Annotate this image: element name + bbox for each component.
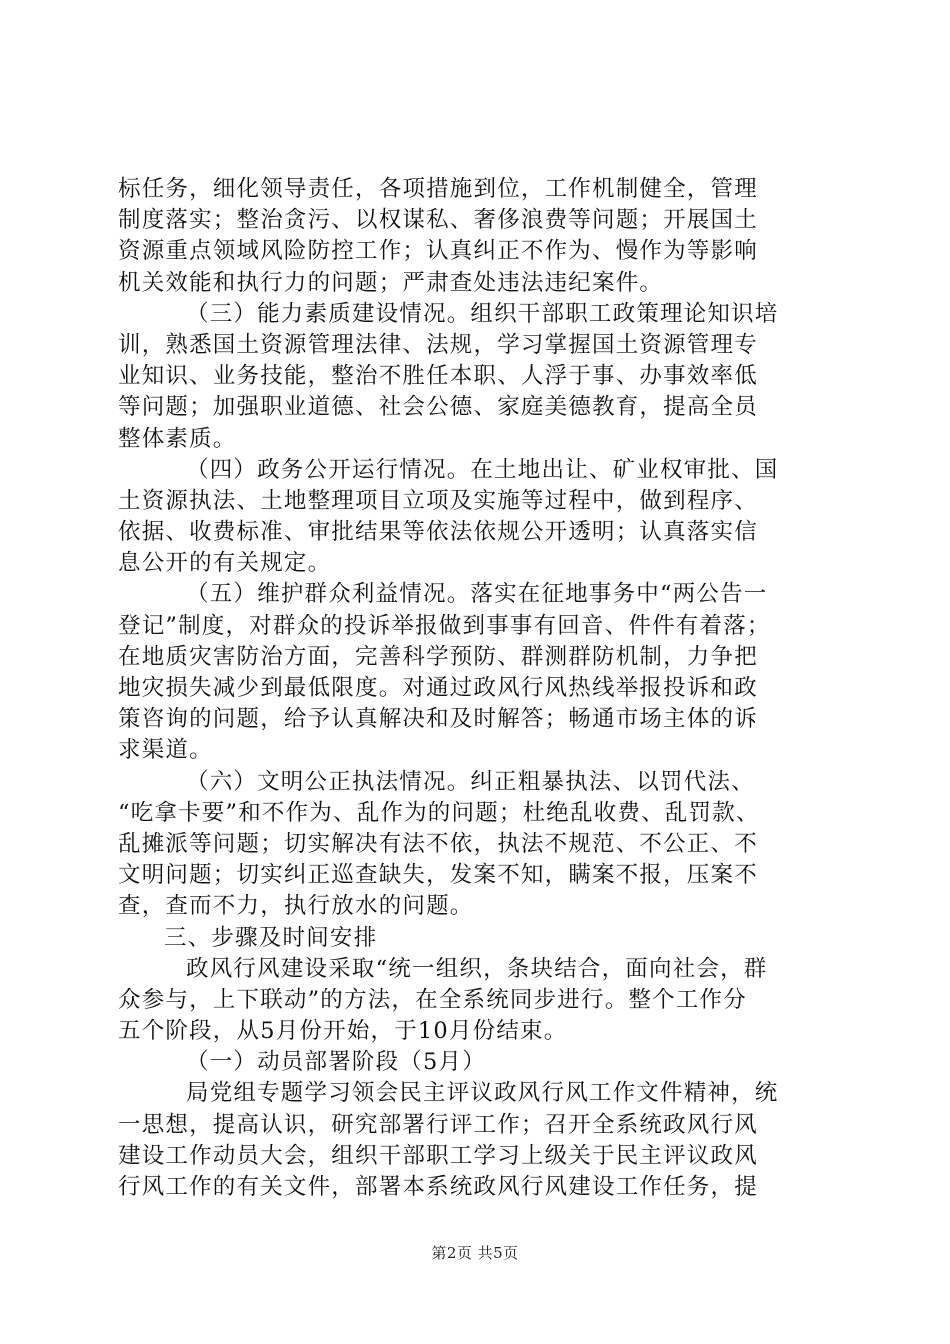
text-line: 土资源执法、土地整理项目立项及实施等过程中，做到程序、 [118,487,758,514]
text-line: （三）能力素质建设情况。组织干部职工政策理论知识培 [186,300,779,327]
document-body [118,174,838,1203]
text-line: 依据、收费标准、审批结果等依法依规公开透明；认真落实信 [118,519,758,546]
text-line: （一）动员部署阶段（5月） [186,1049,486,1076]
text-line: 乱摊派等问题；切实解决有法不依，执法不规范、不公正、不 [118,830,758,857]
text-line: 五个阶段，从5月份开始，于10月份结束。 [118,1018,568,1045]
text-line: 求渠道。 [118,737,213,764]
text-line: 策咨询的问题，给予认真解决和及时解答；畅通市场主体的诉 [118,706,758,733]
text-line: 在地质灾害防治方面，完善科学预防、群测群防机制，力争把 [118,643,758,670]
text-line: 整体素质。 [118,425,237,452]
text-line: 政风行风建设采取“统一组织，条块结合，面向社会，群 [186,955,768,982]
page-footer: 第2页 共5页 [431,1244,519,1262]
text-line: 机关效能和执行力的问题；严肃查处违法违纪案件。 [118,269,664,296]
text-line: 登记”制度，对群众的投诉举报做到事事有回音、件件有着落； [118,612,771,639]
text-line: 标任务，细化领导责任，各项措施到位，工作机制健全，管理 [118,176,758,202]
text-line: 地灾损失减少到最低限度。对通过政风行风热线举报投诉和政 [118,675,758,701]
text-line: 一思想，提高认识，研究部署行评工作；召开全系统政风行风 [118,1111,758,1138]
text-line: （四）政务公开运行情况。在土地出让、矿业权审批、国 [186,456,779,483]
text-line: “吃拿卡要”和不作为、乱作为的问题；杜绝乱收费、乱罚款、 [118,799,760,826]
text-line: 局党组专题学习领会民主评议政风行风工作文件精神，统 [186,1080,779,1107]
text-line: 三、步骤及时间安排 [164,924,378,951]
text-line: （五）维护群众利益情况。落实在征地事务中“两公告一 [186,581,768,608]
text-line: （六）文明公正执法情况。纠正粗暴执法、以罚代法、 [186,768,755,795]
text-line: 业知识、业务技能，整治不胜任本职、人浮于事、办事效率低 [118,363,758,390]
text-line: 行风工作的有关文件，部署本系统政风行风建设工作任务，提 [118,1174,758,1200]
text-line: 建设工作动员大会，组织干部职工学习上级关于民主评议政风 [118,1142,758,1169]
text-line: 资源重点领域风险防控工作；认真纠正不作为、慢作为等影响 [118,238,758,265]
text-line: 众参与，上下联动”的方法，在全系统同步进行。整个工作分 [118,986,747,1013]
text-line: 息公开的有关规定。 [118,550,332,577]
text-line: 等问题；加强职业道德、社会公德、家庭美德教育，提高全员 [118,394,758,421]
text-line: 制度落实；整治贪污、以权谋私、奢侈浪费等问题；开展国土 [118,207,758,234]
text-line: 文明问题；切实纠正巡查缺失，发案不知，瞒案不报，压案不 [118,862,758,889]
text-line: 训，熟悉国土资源管理法律、法规，学习掌握国土资源管理专 [118,331,758,358]
text-line: 查，查而不力，执行放水的问题。 [118,893,474,920]
